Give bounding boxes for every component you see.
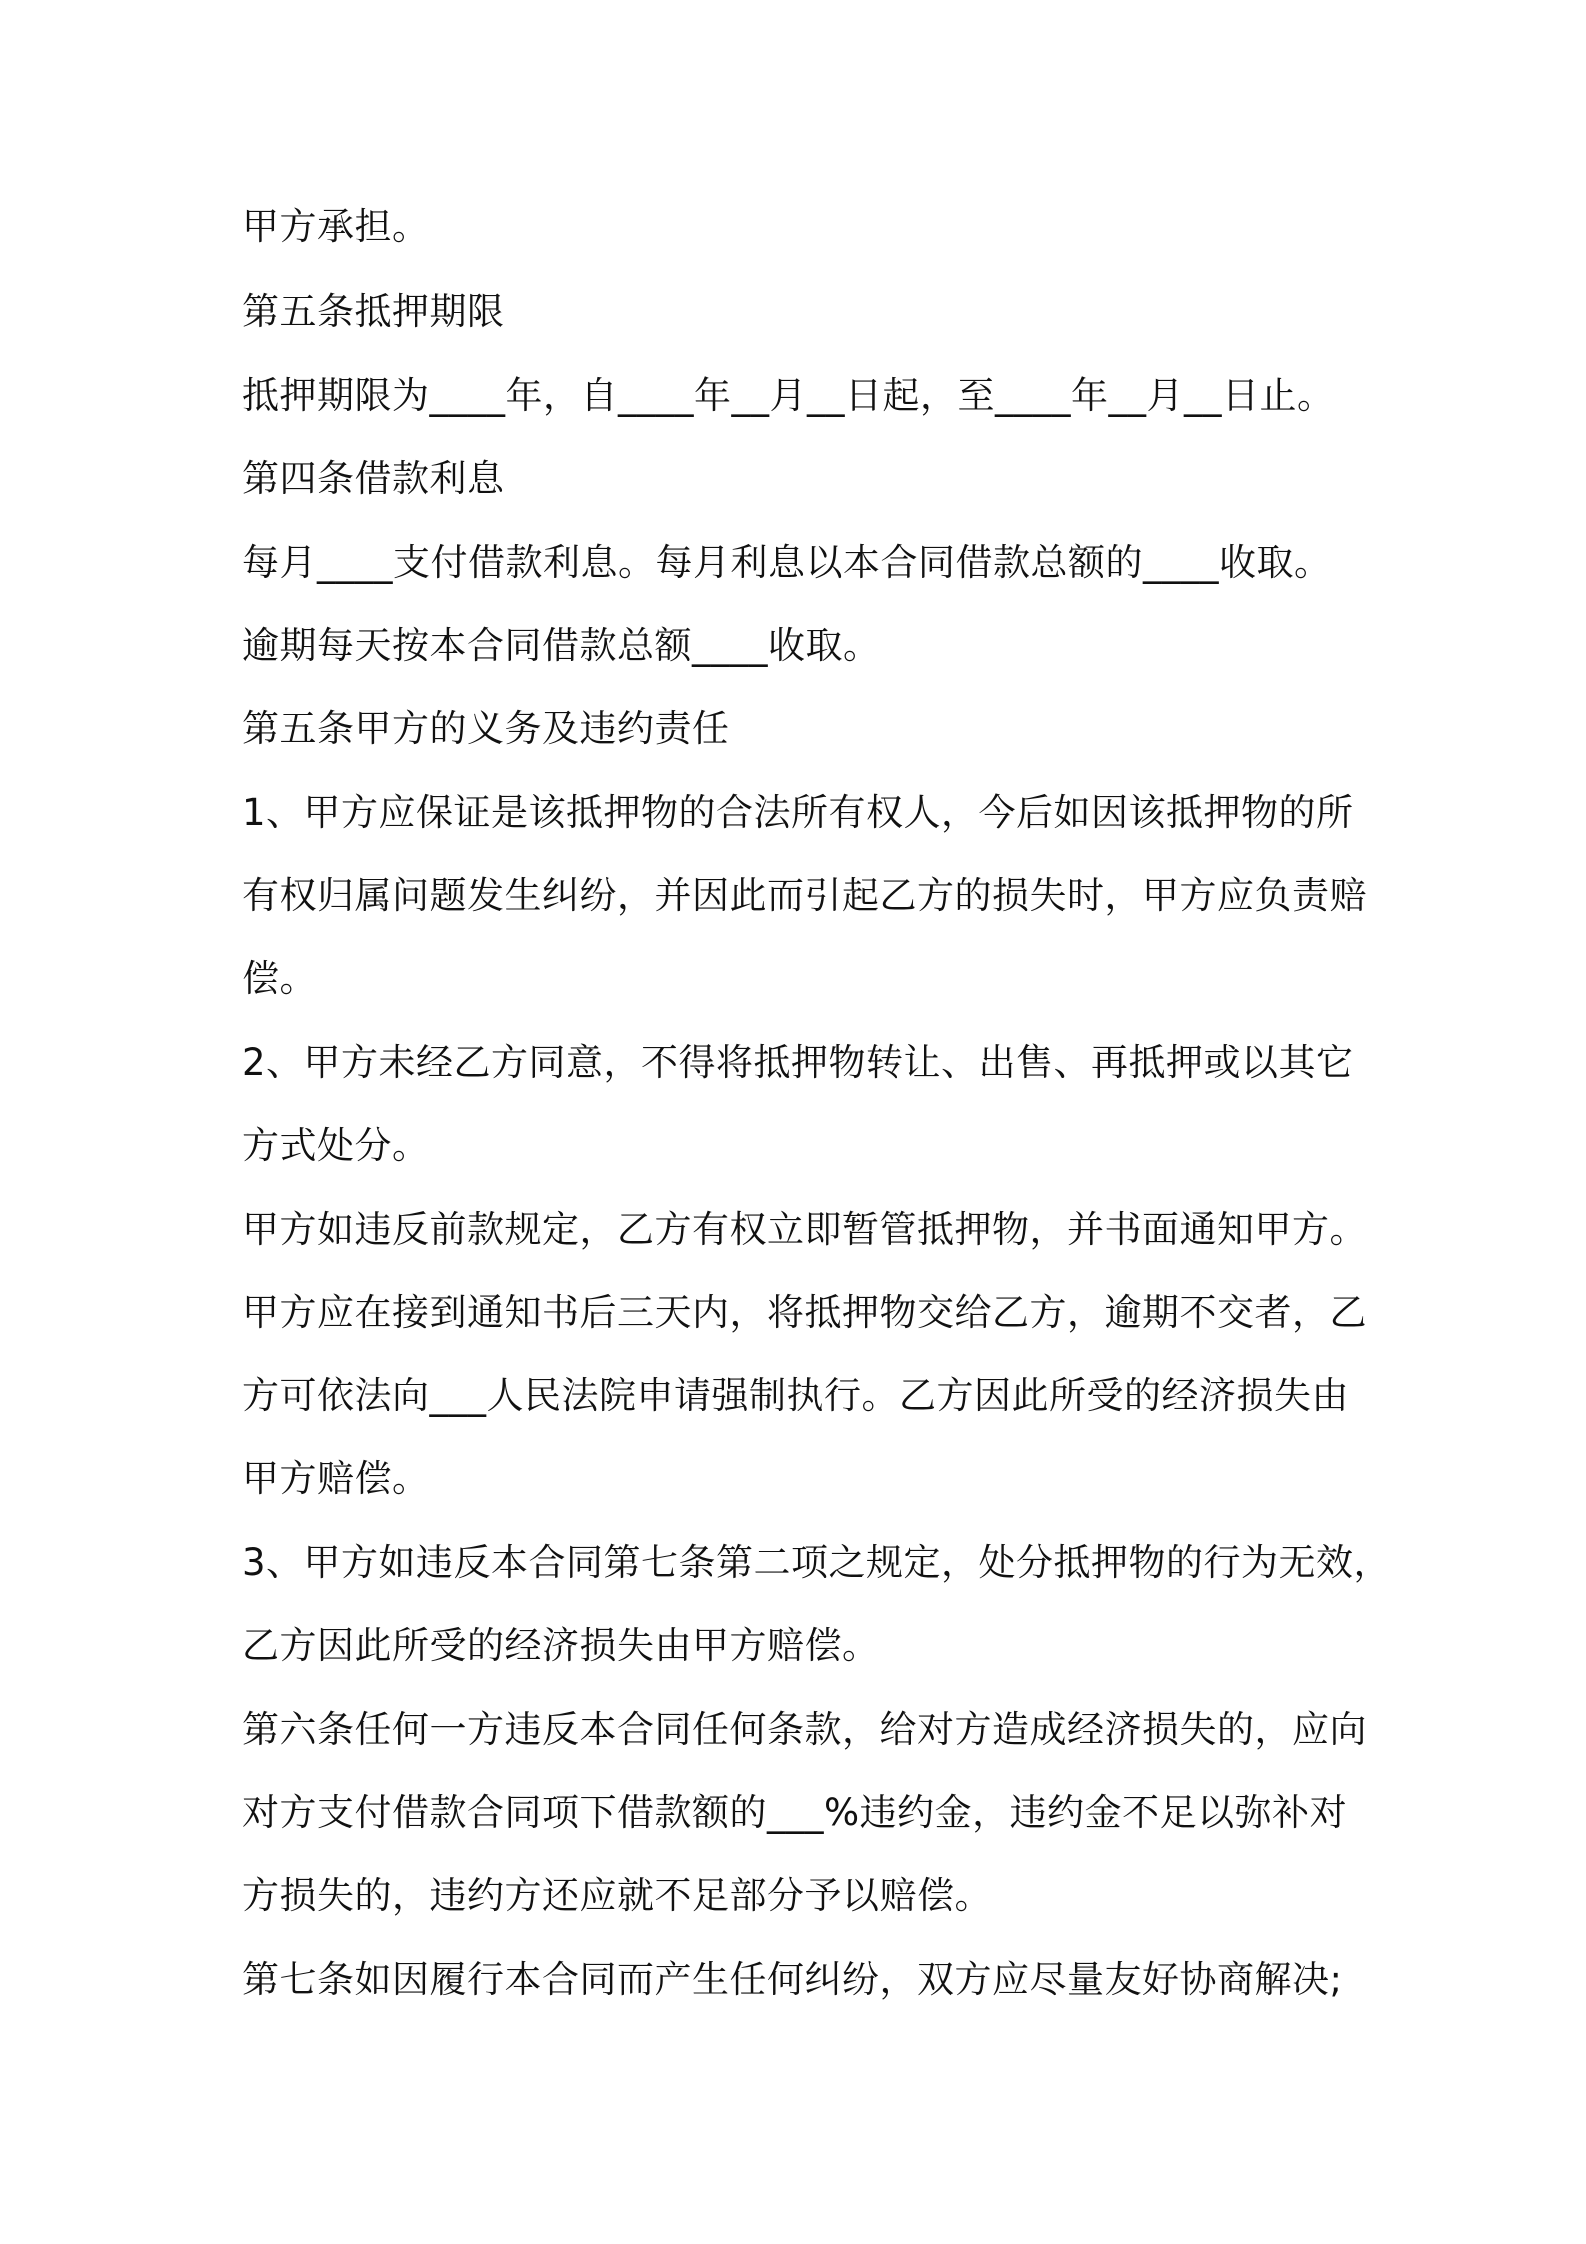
text-line: 抵押期限为____年，自____年__月__日起，至____年__月__日止。: [242, 374, 1335, 417]
section-heading: 第四条借款利息: [242, 457, 505, 500]
text-line: 有权归属问题发生纠纷，并因此而引起乙方的损失时，甲方应负责赔: [242, 874, 1367, 917]
text-line: 甲方赔偿。: [242, 1457, 430, 1500]
text-line: 方式处分。: [242, 1124, 430, 1167]
text-line: 第七条如因履行本合同而产生任何纠纷，双方应尽量友好协商解决;: [242, 1958, 1343, 2001]
text-line: 对方支付借款合同项下借款额的___%违约金，违约金不足以弥补对: [242, 1791, 1348, 1834]
text-line: 第六条任何一方违反本合同任何条款，给对方造成经济损失的，应向: [242, 1708, 1367, 1751]
text-line: 方损失的，违约方还应就不足部分予以赔偿。: [242, 1874, 992, 1917]
section-heading: 第五条抵押期限: [242, 290, 505, 333]
text-line: 甲方承担。: [242, 205, 430, 248]
text-line: 甲方如违反前款规定，乙方有权立即暂管抵押物，并书面通知甲方。: [242, 1208, 1367, 1251]
text-line: 方可依法向___人民法院申请强制执行。乙方因此所受的经济损失由: [242, 1374, 1349, 1417]
section-heading: 第五条甲方的义务及违约责任: [242, 707, 730, 750]
text-line: 3、甲方如违反本合同第七条第二项之规定，处分抵押物的行为无效，: [242, 1541, 1392, 1584]
text-line: 逾期每天按本合同借款总额____收取。: [242, 624, 881, 667]
text-line: 甲方应在接到通知书后三天内，将抵押物交给乙方，逾期不交者，乙: [242, 1291, 1367, 1334]
text-line: 乙方因此所受的经济损失由甲方赔偿。: [242, 1624, 880, 1667]
text-line: 每月____支付借款利息。每月利息以本合同借款总额的____收取。: [242, 541, 1332, 584]
text-line: 偿。: [242, 957, 317, 1000]
text-line: 1、甲方应保证是该抵押物的合法所有权人，今后如因该抵押物的所: [242, 791, 1354, 834]
text-line: 2、甲方未经乙方同意，不得将抵押物转让、出售、再抵押或以其它: [242, 1041, 1354, 1084]
